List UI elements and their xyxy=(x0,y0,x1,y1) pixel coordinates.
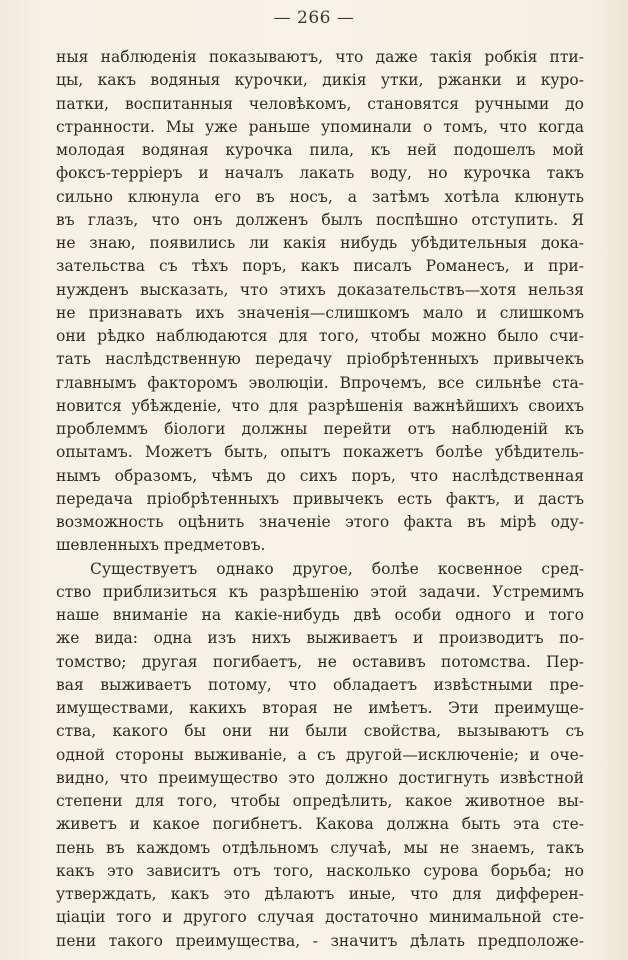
text-line: передача пріобрѣтенныхъ привычекъ есть фактъ, и дастъ xyxy=(56,489,584,508)
text-line: видно, что преимущество это должно достигнуть извѣстной xyxy=(56,768,584,787)
text-line: патки, воспитанныя человѣкомъ, становятся ручными до xyxy=(56,94,584,113)
text-line: не знаю, появились ли какія нибудь убѣдительныя дока- xyxy=(56,234,584,252)
text-line: молодая водяная курочка пила, къ ней подошелъ мой xyxy=(56,141,584,159)
text-line: тать наслѣдственную передачу пріобрѣтенныхъ привычекъ xyxy=(56,350,584,369)
text-line: нужденъ высказать, что этихъ доказательствъ—хотя нельзя xyxy=(56,280,584,299)
text-line: фоксъ-терріеръ и началъ лакать воду, но курочка такъ xyxy=(56,164,584,183)
text-line: возможность оцѣнить значеніе этого факта въ мірѣ оду- xyxy=(56,513,584,531)
text-line: пень въ каждомъ отдѣльномъ случаѣ, мы не знаемъ, такъ xyxy=(56,838,584,857)
body-text xyxy=(56,46,584,953)
paragraph-2 xyxy=(56,558,584,953)
text-line: ство приблизиться къ разрѣшенію этой задачи. Устремимъ xyxy=(56,582,584,601)
text-line: они рѣдко наблюдаются для того, чтобы можно было счи- xyxy=(56,327,584,345)
text-line: проблеммъ біологи должны перейти отъ наблюденій къ xyxy=(56,420,584,438)
text-line: какъ это зависитъ отъ того, насколько сурова борьба; но xyxy=(56,861,584,880)
text-line: зательства съ тѣхъ поръ, какъ писалъ Романесъ, и при- xyxy=(56,257,584,276)
text-line: главнымъ факторомъ эволюціи. Впрочемъ, все сильнѣе ста- xyxy=(56,373,584,392)
text-line: опытамъ. Можетъ быть, опытъ покажетъ болѣе убѣдитель- xyxy=(56,443,584,462)
page-number: — 266 — xyxy=(273,8,355,28)
text-line: одной стороны выживаніе, а съ другой—исключеніе; и оче- xyxy=(56,745,584,764)
text-line: шевленныхъ предметовъ. xyxy=(56,536,266,555)
text-line: въ глазъ, что онъ долженъ былъ поспѣшно отступить. Я xyxy=(56,210,584,229)
text-line: ныя наблюденія показываютъ, что даже такія робкія пти- xyxy=(56,48,584,66)
text-line: наше вниманіе на какіе-нибудь двѣ особи одного и того xyxy=(56,606,584,624)
paragraph-1 xyxy=(56,46,584,558)
text-line: новится убѣжденіе, что для разрѣшенія важнѣйшихъ своихъ xyxy=(56,396,584,415)
text-line: имуществами, какихъ вторая не имѣетъ. Эти преимуще- xyxy=(56,699,584,717)
text-line: нымъ образомъ, чѣмъ до сихъ поръ, что наслѣдственная xyxy=(56,466,584,485)
text-line: степени для того, чтобы опредѣлить, какое животное вы- xyxy=(56,792,584,810)
text-line: томство; другая погибаетъ, не оставивъ потомства. Пер- xyxy=(56,652,584,671)
text-line: пени такого преимущества, - значитъ дѣлать предположе- xyxy=(56,931,584,950)
text-line: утверждать, какъ это дѣлаютъ иные, что для дифферен- xyxy=(56,885,584,903)
text-line: ціаціи того и другого случая достаточно минимальной сте- xyxy=(56,908,584,927)
text-line: не признавать ихъ значенія—слишкомъ мало и слишкомъ xyxy=(56,303,584,322)
text-line: сильно клюнула его въ носъ, а затѣмъ хотѣла клюнуть xyxy=(56,187,584,206)
text-line: же вида: одна изъ нихъ выживаетъ и производитъ по- xyxy=(56,629,584,648)
text-line: живетъ и какое погибнетъ. Какова должна быть эта сте- xyxy=(56,815,584,834)
text-line: Существуетъ однако другое, болѣе косвенное сред- xyxy=(90,559,584,578)
text-line: ства, какого бы они ни были свойства, вызываютъ съ xyxy=(56,722,584,741)
text-line: цы, какъ водяныя курочки, дикія утки, ржанки и куро- xyxy=(56,71,584,90)
text-line: вая выживаетъ потому, что обладаетъ извѣстными пре- xyxy=(56,675,584,694)
text-line: странности. Мы уже раньше упоминали о томъ, что когда xyxy=(56,117,584,136)
